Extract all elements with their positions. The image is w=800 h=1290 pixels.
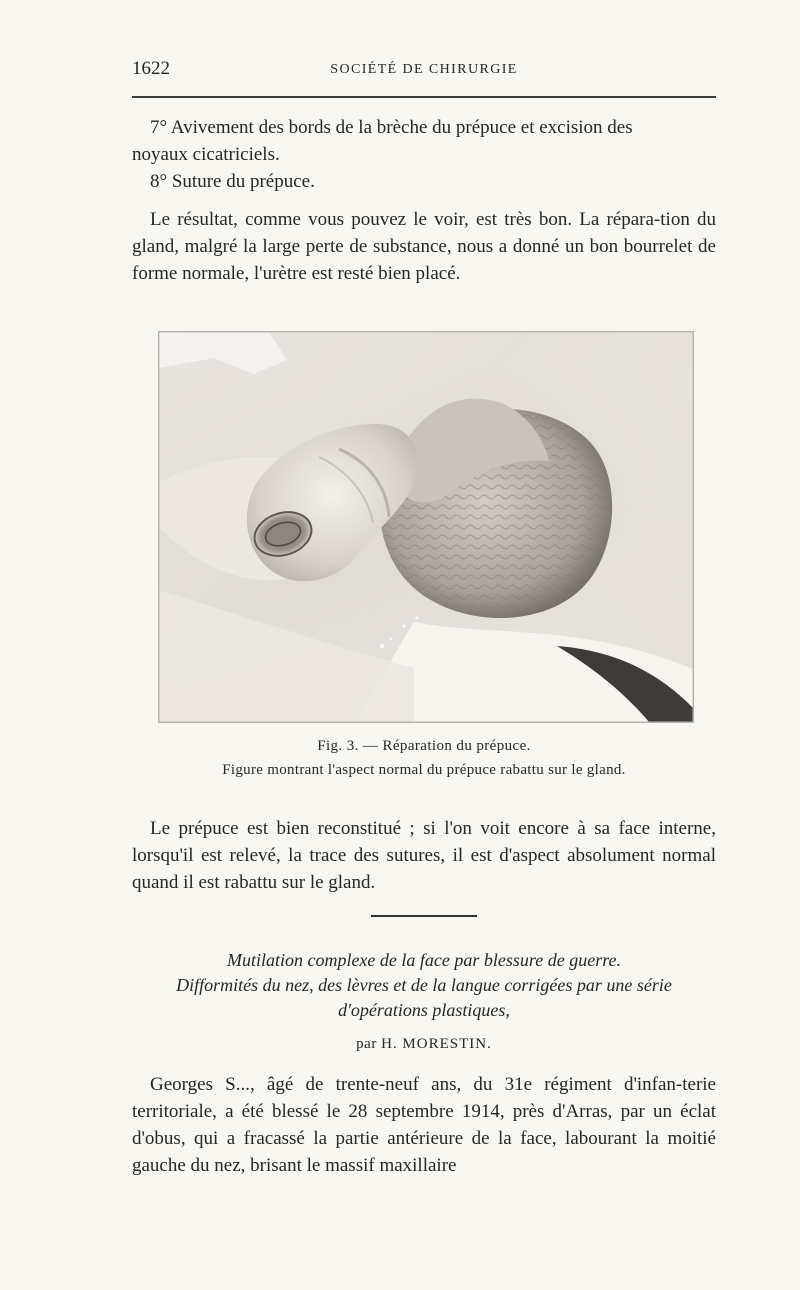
post-figure-paragraph: Le prépuce est bien reconstitué ; si l'on voit encore à sa face interne, lorsqu'il est relevé, la trace des sutures, il est d'aspect absolument normal quand il est rabattu sur le gland.: [132, 818, 716, 893]
next-article-title: [132, 948, 716, 1023]
author-name: H. MORESTIN.: [381, 1036, 492, 1052]
page-number: 1622: [132, 58, 170, 79]
header-rule: [132, 96, 716, 98]
figure-caption-description: Figure montrant l'aspect normal du prépuce rabattu sur le gland.: [222, 762, 626, 778]
article-title-line-3: d'opérations plastiques,: [338, 1000, 510, 1020]
procedure-step-7-line-1: 7° Avivement des bords de la brèche du prépuce et excision des: [150, 117, 633, 138]
running-title: SOCIÉTÉ DE CHIRURGIE: [330, 62, 518, 77]
article-byline: [132, 1034, 716, 1054]
section-separator: [371, 915, 477, 917]
procedure-step-8: 8° Suture du prépuce.: [150, 171, 315, 192]
article-intro-paragraph: Georges S..., âgé de trente-neuf ans, du 31e régiment d'infan-terie territoriale, a été blessé le 28 septembre 1914, près d'Arras, par un éclat d'obus, qui a fracassé la partie antérieure de la face, labourant la moitié gauche du nez, brisant le massif maxillaire: [132, 1074, 716, 1176]
numbered-procedure-list: [132, 114, 716, 195]
surgical-photograph: [158, 331, 694, 723]
figure-caption-title: Fig. 3. — Réparation du prépuce.: [317, 738, 531, 754]
article-title-line-2: Difformités du nez, des lèvres et de la langue corrigées par une série: [176, 975, 672, 995]
procedure-step-7-line-2: noyaux cicatriciels.: [132, 144, 280, 165]
surgical-photograph-illustration: [159, 332, 693, 722]
byline-prefix: par: [356, 1036, 377, 1052]
article-title-line-1: Mutilation complexe de la face par blessure de guerre.: [226, 950, 622, 970]
result-paragraph: Le résultat, comme vous pouvez le voir, est très bon. La répara-tion du gland, malgré la large perte de substance, nous a donné un bon bourrelet de forme normale, l'urètre est resté bien placé.: [132, 209, 716, 284]
page-header: [132, 58, 716, 84]
